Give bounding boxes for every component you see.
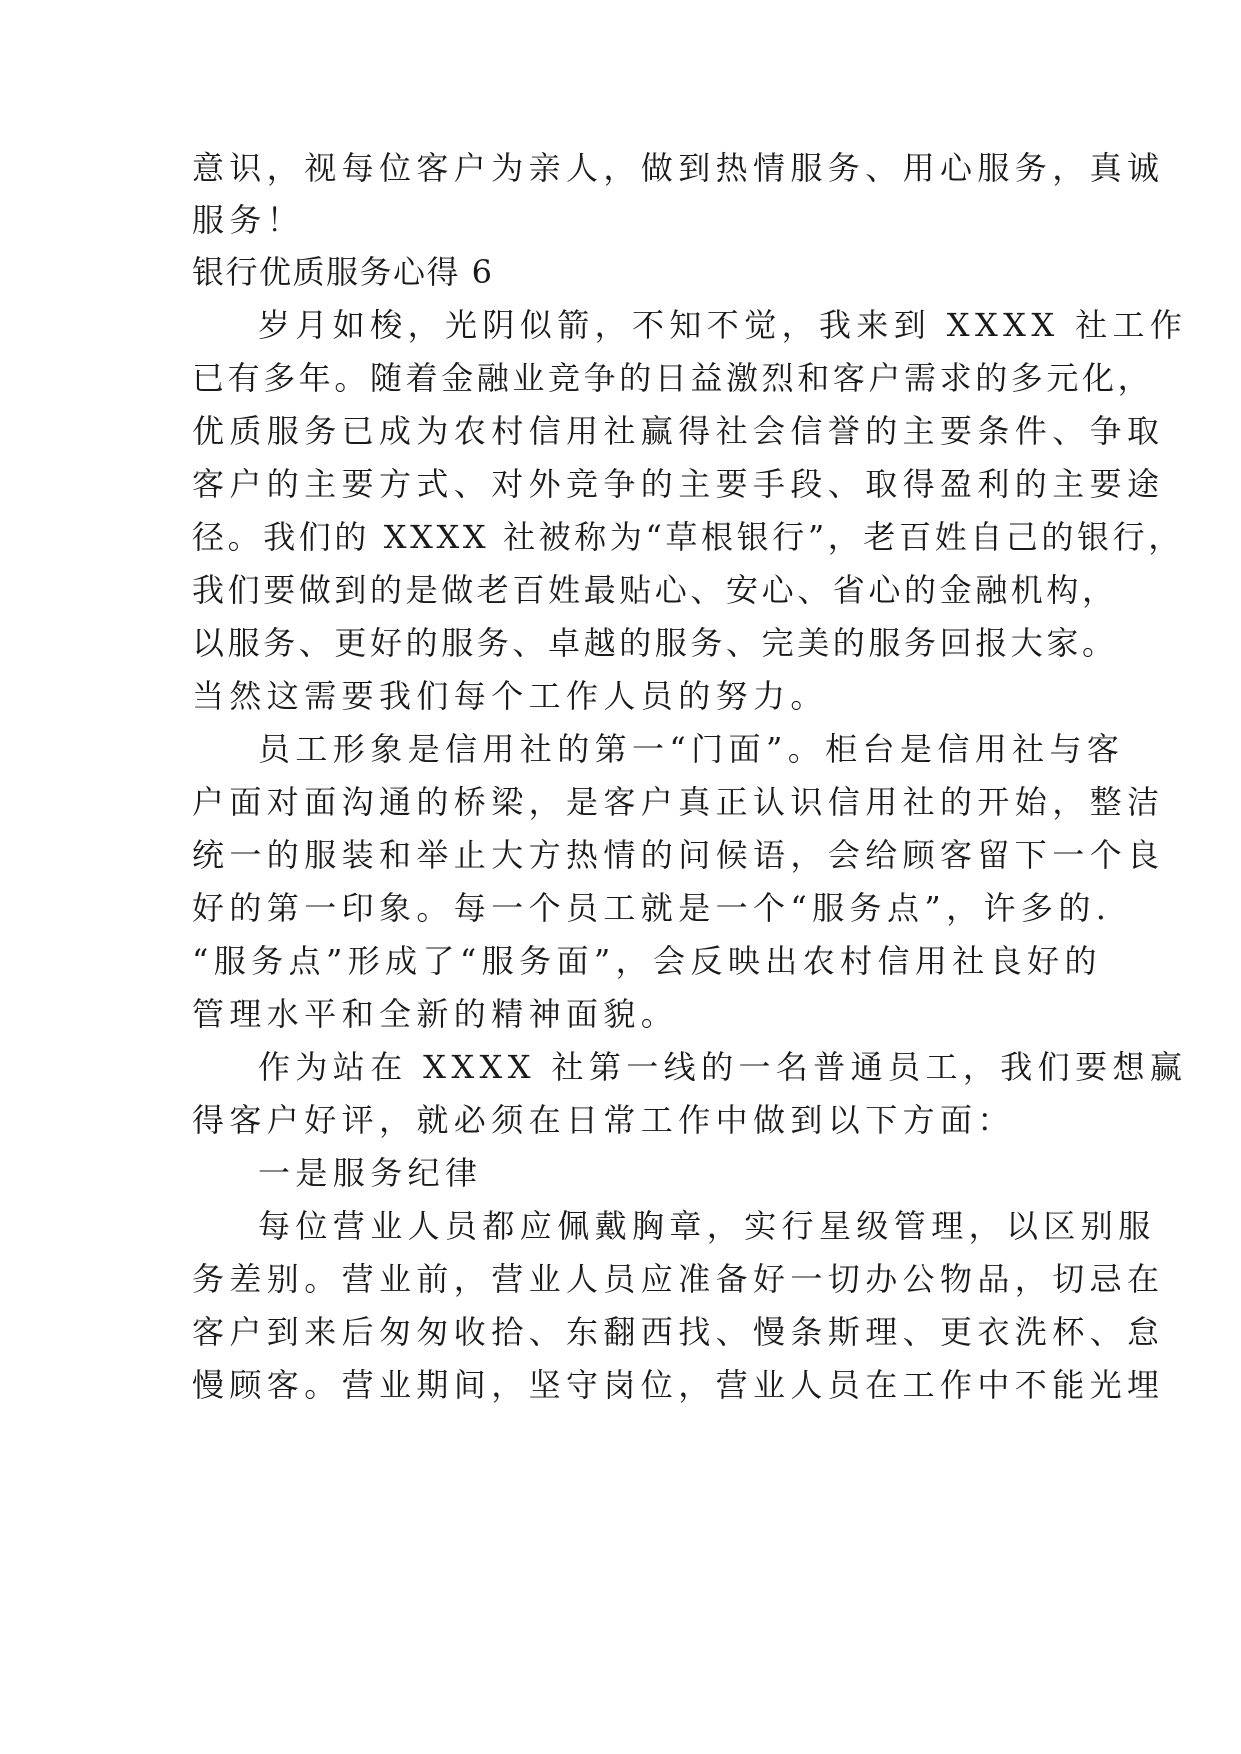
text-line: 统一的服装和举止大方热情的问候语，会给顾客留下一个良 — [192, 836, 1165, 874]
text-line: 好的第一印象。每一个员工就是一个“服务点”，许多的. — [192, 889, 1112, 927]
text-line: 客户的主要方式、对外竞争的主要手段、取得盈利的主要途 — [192, 465, 1165, 503]
text-line: 服务！ — [192, 201, 305, 239]
text-line: 管理水平和全新的精神面貌。 — [192, 995, 679, 1033]
text-line: 我们要做到的是做老百姓最贴心、安心、省心的金融机构， — [192, 571, 1118, 609]
text-line: 户面对面沟通的桥梁，是客户真正认识信用社的开始，整洁 — [192, 783, 1165, 821]
text-line: 当然这需要我们每个工作人员的努力。 — [192, 677, 828, 715]
paragraph-first-line: 员工形象是信用社的第一“门面”。柜台是信用社与客 — [258, 730, 1125, 768]
text-line: 径。我们的 XXXX 社被称为“草根银行”，老百姓自己的银行， — [192, 518, 1184, 556]
text-line: 务差别。营业前，营业人员应准备好一切办公物品，切忌在 — [192, 1260, 1165, 1298]
text-line: 客户到来后匆匆收拾、东翻西找、慢条斯理、更衣洗杯、怠 — [192, 1313, 1165, 1351]
paragraph-first-line: 每位营业人员都应佩戴胸章，实行星级管理，以区别服 — [258, 1207, 1156, 1245]
text-line: 以服务、更好的服务、卓越的服务、完美的服务回报大家。 — [192, 624, 1118, 662]
section-heading: 银行优质服务心得 6 — [192, 253, 494, 291]
subheading: 一是服务纪律 — [258, 1154, 483, 1192]
paragraph-first-line: 岁月如梭，光阴似箭，不知不觉，我来到 XXXX 社工作 — [258, 306, 1188, 344]
paragraph-first-line: 作为站在 XXXX 社第一线的一名普通员工，我们要想赢 — [258, 1048, 1188, 1086]
text-line: 已有多年。随着金融业竞争的日益激烈和客户需求的多元化， — [192, 359, 1154, 397]
text-line: 得客户好评，就必须在日常工作中做到以下方面： — [192, 1101, 1015, 1139]
text-line: 优质服务已成为农村信用社赢得社会信誉的主要条件、争取 — [192, 412, 1165, 450]
text-line: 慢顾客。营业期间，坚守岗位，营业人员在工作中不能光埋 — [192, 1366, 1165, 1404]
text-line: 意识，视每位客户为亲人，做到热情服务、用心服务，真诚 — [192, 149, 1165, 187]
text-line: “服务点”形成了“服务面”，会反映出农村信用社良好的 — [192, 942, 1102, 980]
